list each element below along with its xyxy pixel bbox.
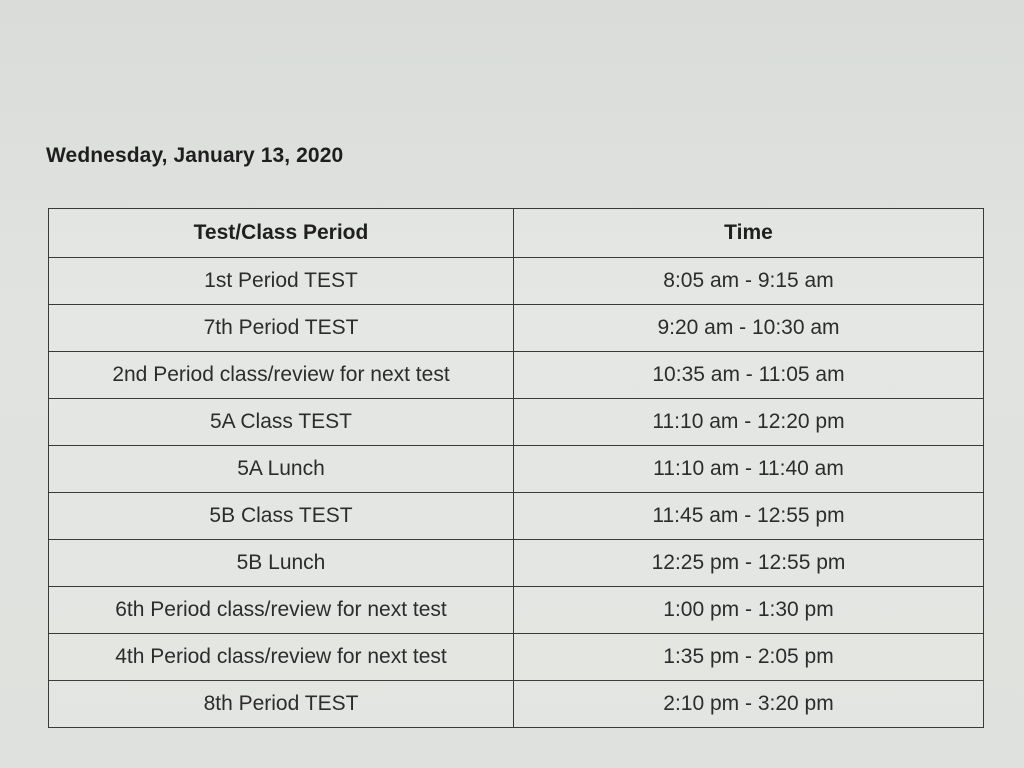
table-row	[49, 399, 984, 446]
period-cell: 5B Lunch	[49, 540, 514, 587]
table-row	[49, 446, 984, 493]
period-cell: 5B Class TEST	[49, 493, 514, 540]
time-cell: 10:35 am - 11:05 am	[514, 352, 984, 399]
table-row	[49, 634, 984, 681]
period-cell: 5A Lunch	[49, 446, 514, 493]
period-cell: 1st Period TEST	[49, 258, 514, 305]
time-cell: 11:45 am - 12:55 pm	[514, 493, 984, 540]
table-row	[49, 258, 984, 305]
time-cell: 11:10 am - 12:20 pm	[514, 399, 984, 446]
date-heading: Wednesday, January 13, 2020	[46, 144, 344, 167]
period-cell: 5A Class TEST	[49, 399, 514, 446]
time-cell: 2:10 pm - 3:20 pm	[514, 681, 984, 728]
table-row	[49, 493, 984, 540]
time-cell: 1:35 pm - 2:05 pm	[514, 634, 984, 681]
table-row	[49, 587, 984, 634]
table-header-row	[49, 209, 984, 258]
schedule-table	[48, 208, 984, 728]
time-cell: 12:25 pm - 12:55 pm	[514, 540, 984, 587]
table-row	[49, 352, 984, 399]
period-cell: 8th Period TEST	[49, 681, 514, 728]
table-row	[49, 540, 984, 587]
time-cell: 8:05 am - 9:15 am	[514, 258, 984, 305]
table-row	[49, 681, 984, 728]
time-cell: 9:20 am - 10:30 am	[514, 305, 984, 352]
period-cell: 7th Period TEST	[49, 305, 514, 352]
period-cell: 2nd Period class/review for next test	[49, 352, 514, 399]
column-header-time: Time	[514, 209, 984, 258]
time-cell: 11:10 am - 11:40 am	[514, 446, 984, 493]
table-row	[49, 305, 984, 352]
time-cell: 1:00 pm - 1:30 pm	[514, 587, 984, 634]
column-header-period: Test/Class Period	[49, 209, 514, 258]
period-cell: 4th Period class/review for next test	[49, 634, 514, 681]
period-cell: 6th Period class/review for next test	[49, 587, 514, 634]
